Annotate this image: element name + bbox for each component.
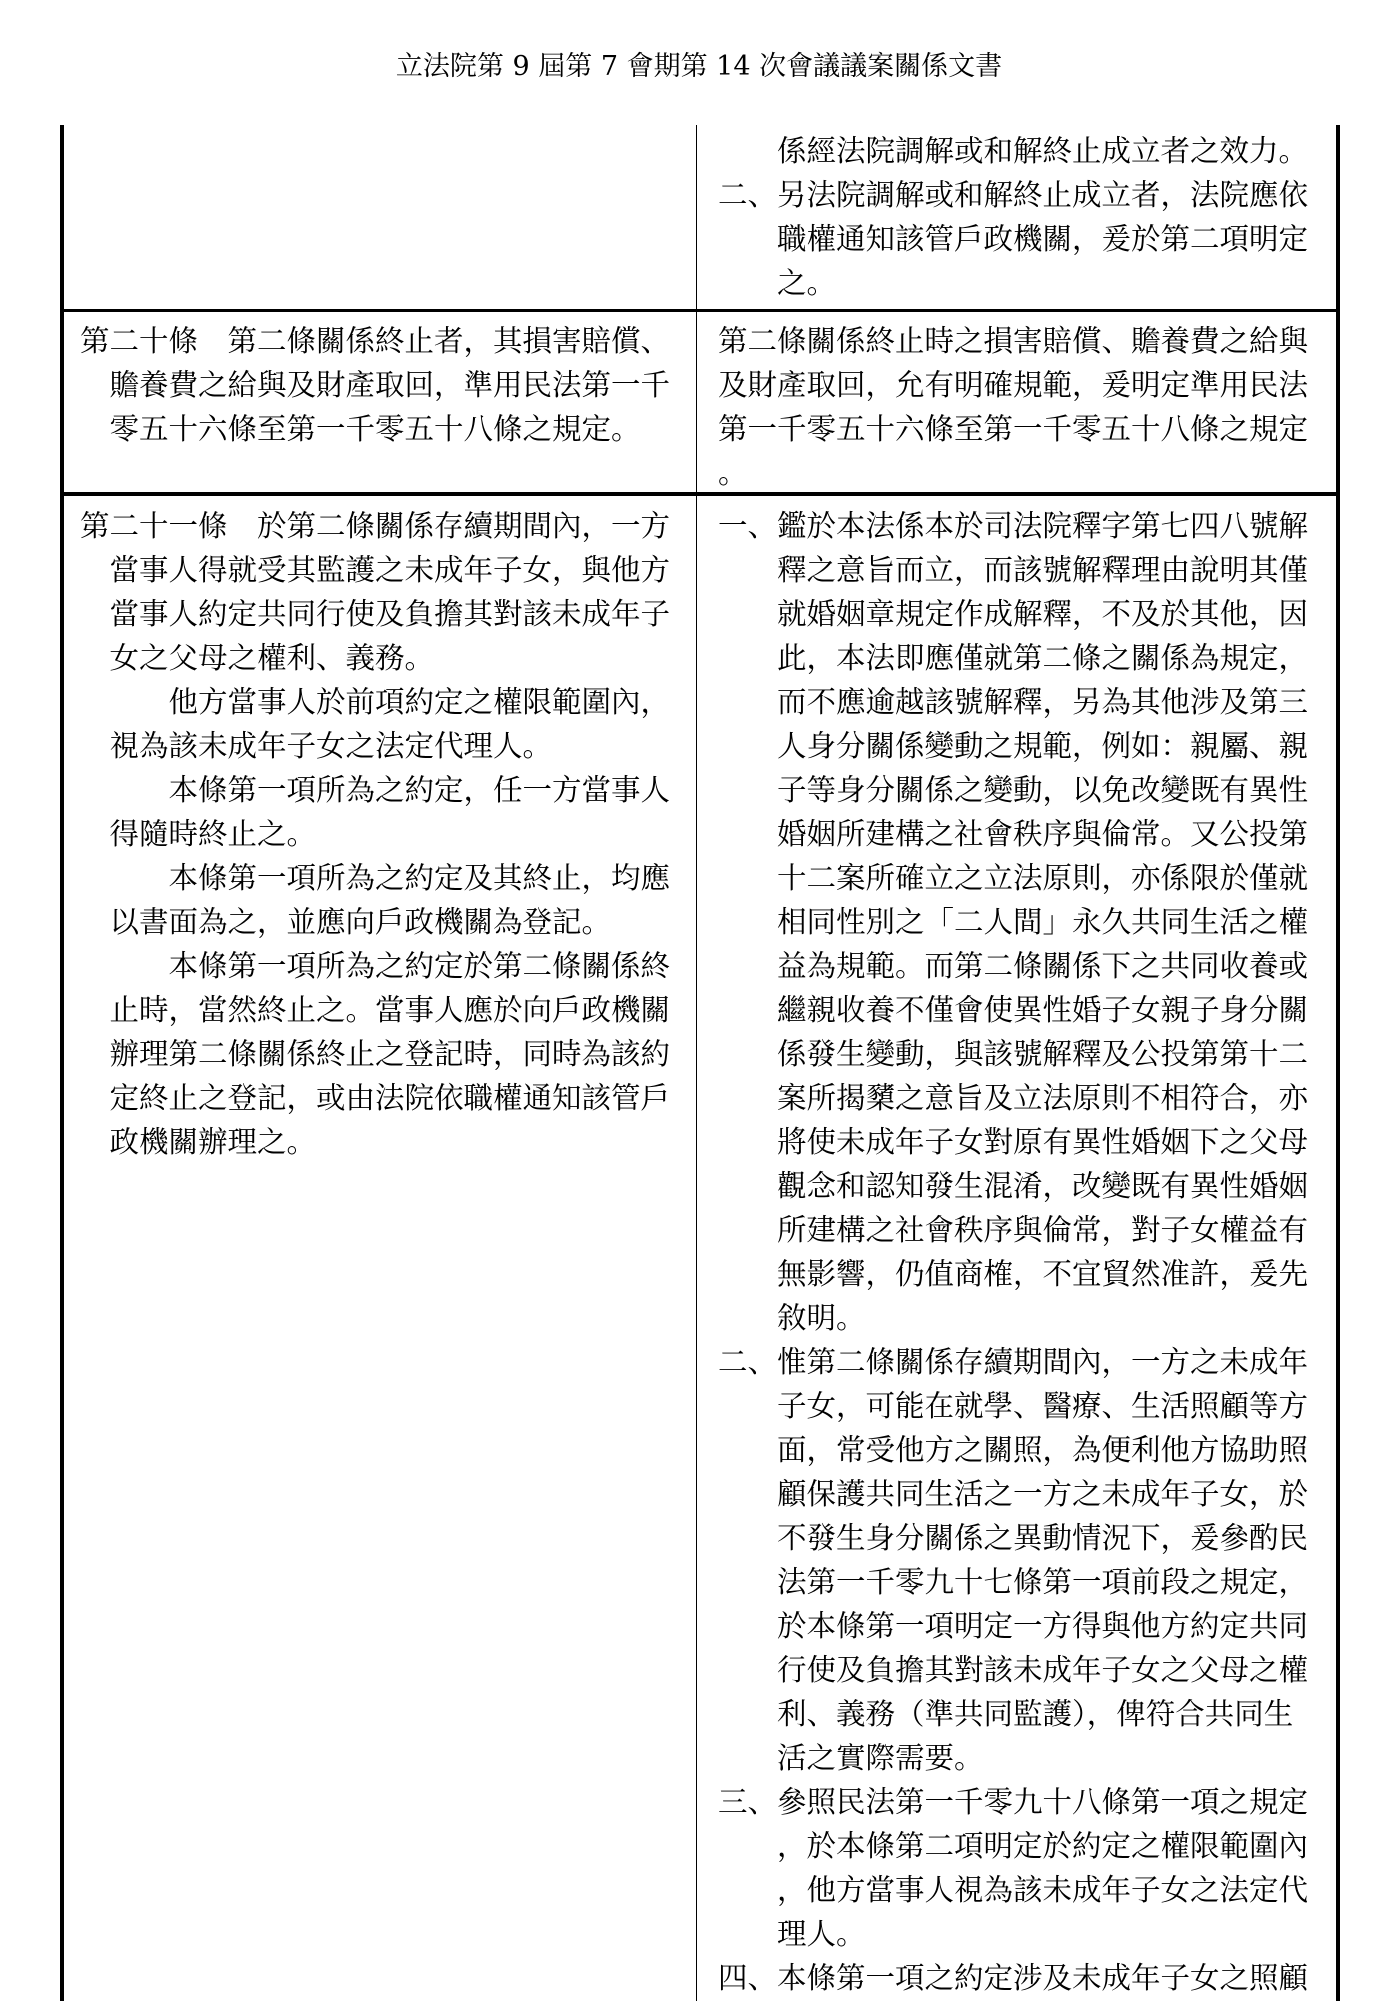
text-line: 本條第一項所為之約定於第二條關係終 (168, 949, 671, 983)
item-number-label: 四、 (718, 1961, 778, 1995)
text-line: 敘明。 (777, 1301, 866, 1335)
text-line: 本條第一項所為之約定，任一方當事人 (168, 773, 671, 807)
text-line: 於本條第一項明定一方得與他方約定共同 (777, 1609, 1309, 1643)
text-line: 理人。 (777, 1917, 866, 1951)
text-line: 利、義務（準共同監護），俾符合共同生 (777, 1697, 1294, 1731)
text-line: 觀念和認知發生混淆，改變既有異性婚姻 (777, 1169, 1309, 1203)
text-line: 益為規範。而第二條關係下之共同收養或 (777, 949, 1309, 983)
text-line: 此，本法即應僅就第二條之關係為規定， (777, 641, 1309, 675)
text-line: 他方當事人於前項約定之權限範圍內， (168, 685, 671, 719)
text-line: 另法院調解或和解終止成立者，法院應依 (777, 178, 1309, 212)
text-line: 鑑於本法係本於司法院釋字第七四八號解 (777, 509, 1309, 543)
explanation-paragraph (718, 173, 1336, 305)
text-line: 以書面為之，並應向戶政機關為登記。 (109, 905, 612, 939)
text-line: 第二十條 第二條關係終止者，其損害賠償、 (80, 324, 671, 358)
item-number-label: 三、 (718, 1785, 778, 1819)
provision-paragraph (80, 680, 696, 768)
text-line: 視為該未成年子女之法定代理人。 (109, 729, 553, 763)
text-line: 第二十一條 於第二條關係存續期間內，一方 (80, 509, 671, 543)
text-line: 本條第一項所為之約定及其終止，均應 (168, 861, 671, 895)
text-line: 案所揭櫫之意旨及立法原則不相符合，亦 (777, 1081, 1309, 1115)
explanation-paragraph (718, 319, 1336, 492)
text-line: 行使及負擔其對該未成年子女之父母之權 (777, 1653, 1309, 1687)
explanation-cell (697, 496, 1336, 2001)
text-line: 當事人得就受其監護之未成年子女，與他方 (109, 553, 671, 587)
provision-cell (64, 125, 697, 309)
text-line: 面，常受他方之關照，為便利他方協助照 (777, 1433, 1309, 1467)
provision-cell (64, 312, 697, 492)
text-line: 得隨時終止之。 (109, 817, 317, 851)
text-line: 當事人約定共同行使及負擔其對該未成年子 (109, 597, 671, 631)
provision-paragraph (80, 504, 696, 680)
text-line: ，於本條第二項明定於約定之權限範圍內 (777, 1829, 1309, 1863)
text-line: 就婚姻章規定作成解釋，不及於其他，因 (777, 597, 1309, 631)
table-row (64, 125, 1336, 312)
text-line: 繼親收養不僅會使異性婚子女親子身分關 (777, 993, 1309, 1027)
text-line: 政機關辦理之。 (109, 1125, 317, 1159)
provision-paragraph (80, 856, 696, 944)
provision-paragraph (80, 768, 696, 856)
text-line: 止時，當然終止之。當事人應於向戶政機關 (109, 993, 671, 1027)
explanation-cell (697, 312, 1336, 492)
text-line: 係經法院調解或和解終止成立者之效力。 (777, 134, 1309, 168)
text-line: 釋之意旨而立，而該號解釋理由說明其僅 (777, 553, 1309, 587)
explanation-paragraph (718, 1340, 1336, 1780)
text-line: 子女，可能在就學、醫療、生活照顧等方 (777, 1389, 1309, 1423)
text-line: 第一千零五十六條至第一千零五十八條之規定 (718, 412, 1309, 446)
text-line: 參照民法第一千零九十八條第一項之規定 (777, 1785, 1309, 1819)
text-line: 職權通知該管戶政機關，爰於第二項明定 (777, 222, 1309, 256)
item-number-label: 二、 (718, 178, 778, 212)
explanation-paragraph (718, 1956, 1336, 2000)
text-line: 無影響，仍值商榷，不宜貿然准許，爰先 (777, 1257, 1309, 1291)
text-line: 及財產取回，允有明確規範，爰明定準用民法 (718, 368, 1309, 402)
text-line: 子等身分關係之變動，以免改變既有異性 (777, 773, 1309, 807)
provision-paragraph (80, 944, 696, 1164)
text-line: 人身分關係變動之規範，例如：親屬、親 (777, 729, 1309, 763)
text-line: 女之父母之權利、義務。 (109, 641, 435, 675)
text-line: 零五十六條至第一千零五十八條之規定。 (109, 412, 641, 446)
text-line: 婚姻所建構之社會秩序與倫常。又公投第 (777, 817, 1309, 851)
text-line: 十二案所確立之立法原則，亦係限於僅就 (777, 861, 1309, 895)
provision-paragraph (80, 319, 696, 451)
text-line: 活之實際需要。 (777, 1741, 984, 1775)
comparison-table (60, 125, 1340, 2001)
text-line: 惟第二條關係存續期間內，一方之未成年 (777, 1345, 1309, 1379)
provision-cell (64, 496, 697, 2001)
explanation-paragraph (718, 504, 1336, 1340)
text-line: 第二條關係終止時之損害賠償、贍養費之給與 (718, 324, 1309, 358)
item-number-label: 一、 (718, 509, 778, 543)
explanation-cell (697, 125, 1336, 309)
explanation-paragraph (718, 1780, 1336, 1956)
table-row (64, 312, 1336, 496)
text-line: 將使未成年子女對原有異性婚姻下之父母 (777, 1125, 1309, 1159)
text-line: 辦理第二條關係終止之登記時，同時為該約 (109, 1037, 671, 1071)
text-line: 所建構之社會秩序與倫常，對子女權益有 (777, 1213, 1309, 1247)
document-header-title: 立法院第 9 屆第 7 會期第 14 次會議議案關係文書 (395, 51, 1003, 82)
text-line: 法第一千零九十七條第一項前段之規定， (777, 1565, 1309, 1599)
text-line: 而不應逾越該號解釋，另為其他涉及第三 (777, 685, 1309, 719)
text-line: 。 (718, 456, 748, 490)
text-line: 之。 (777, 266, 837, 300)
explanation-paragraph (718, 129, 1336, 173)
text-line: 顧保護共同生活之一方之未成年子女，於 (777, 1477, 1309, 1511)
text-line: 贍養費之給與及財產取回，準用民法第一千 (109, 368, 671, 402)
text-line: 相同性別之「二人間」永久共同生活之權 (777, 905, 1309, 939)
text-line: 定終止之登記，或由法院依職權通知該管戶 (109, 1081, 671, 1115)
text-line: 係發生變動，與該號解釋及公投第第十二 (777, 1037, 1309, 1071)
table-row (64, 496, 1336, 2001)
text-line: ，他方當事人視為該未成年子女之法定代 (777, 1873, 1309, 1907)
item-number-label: 二、 (718, 1345, 778, 1379)
text-line: 不發生身分關係之異動情況下，爰參酌民 (777, 1521, 1309, 1555)
text-line: 本條第一項之約定涉及未成年子女之照顧 (777, 1961, 1309, 1995)
